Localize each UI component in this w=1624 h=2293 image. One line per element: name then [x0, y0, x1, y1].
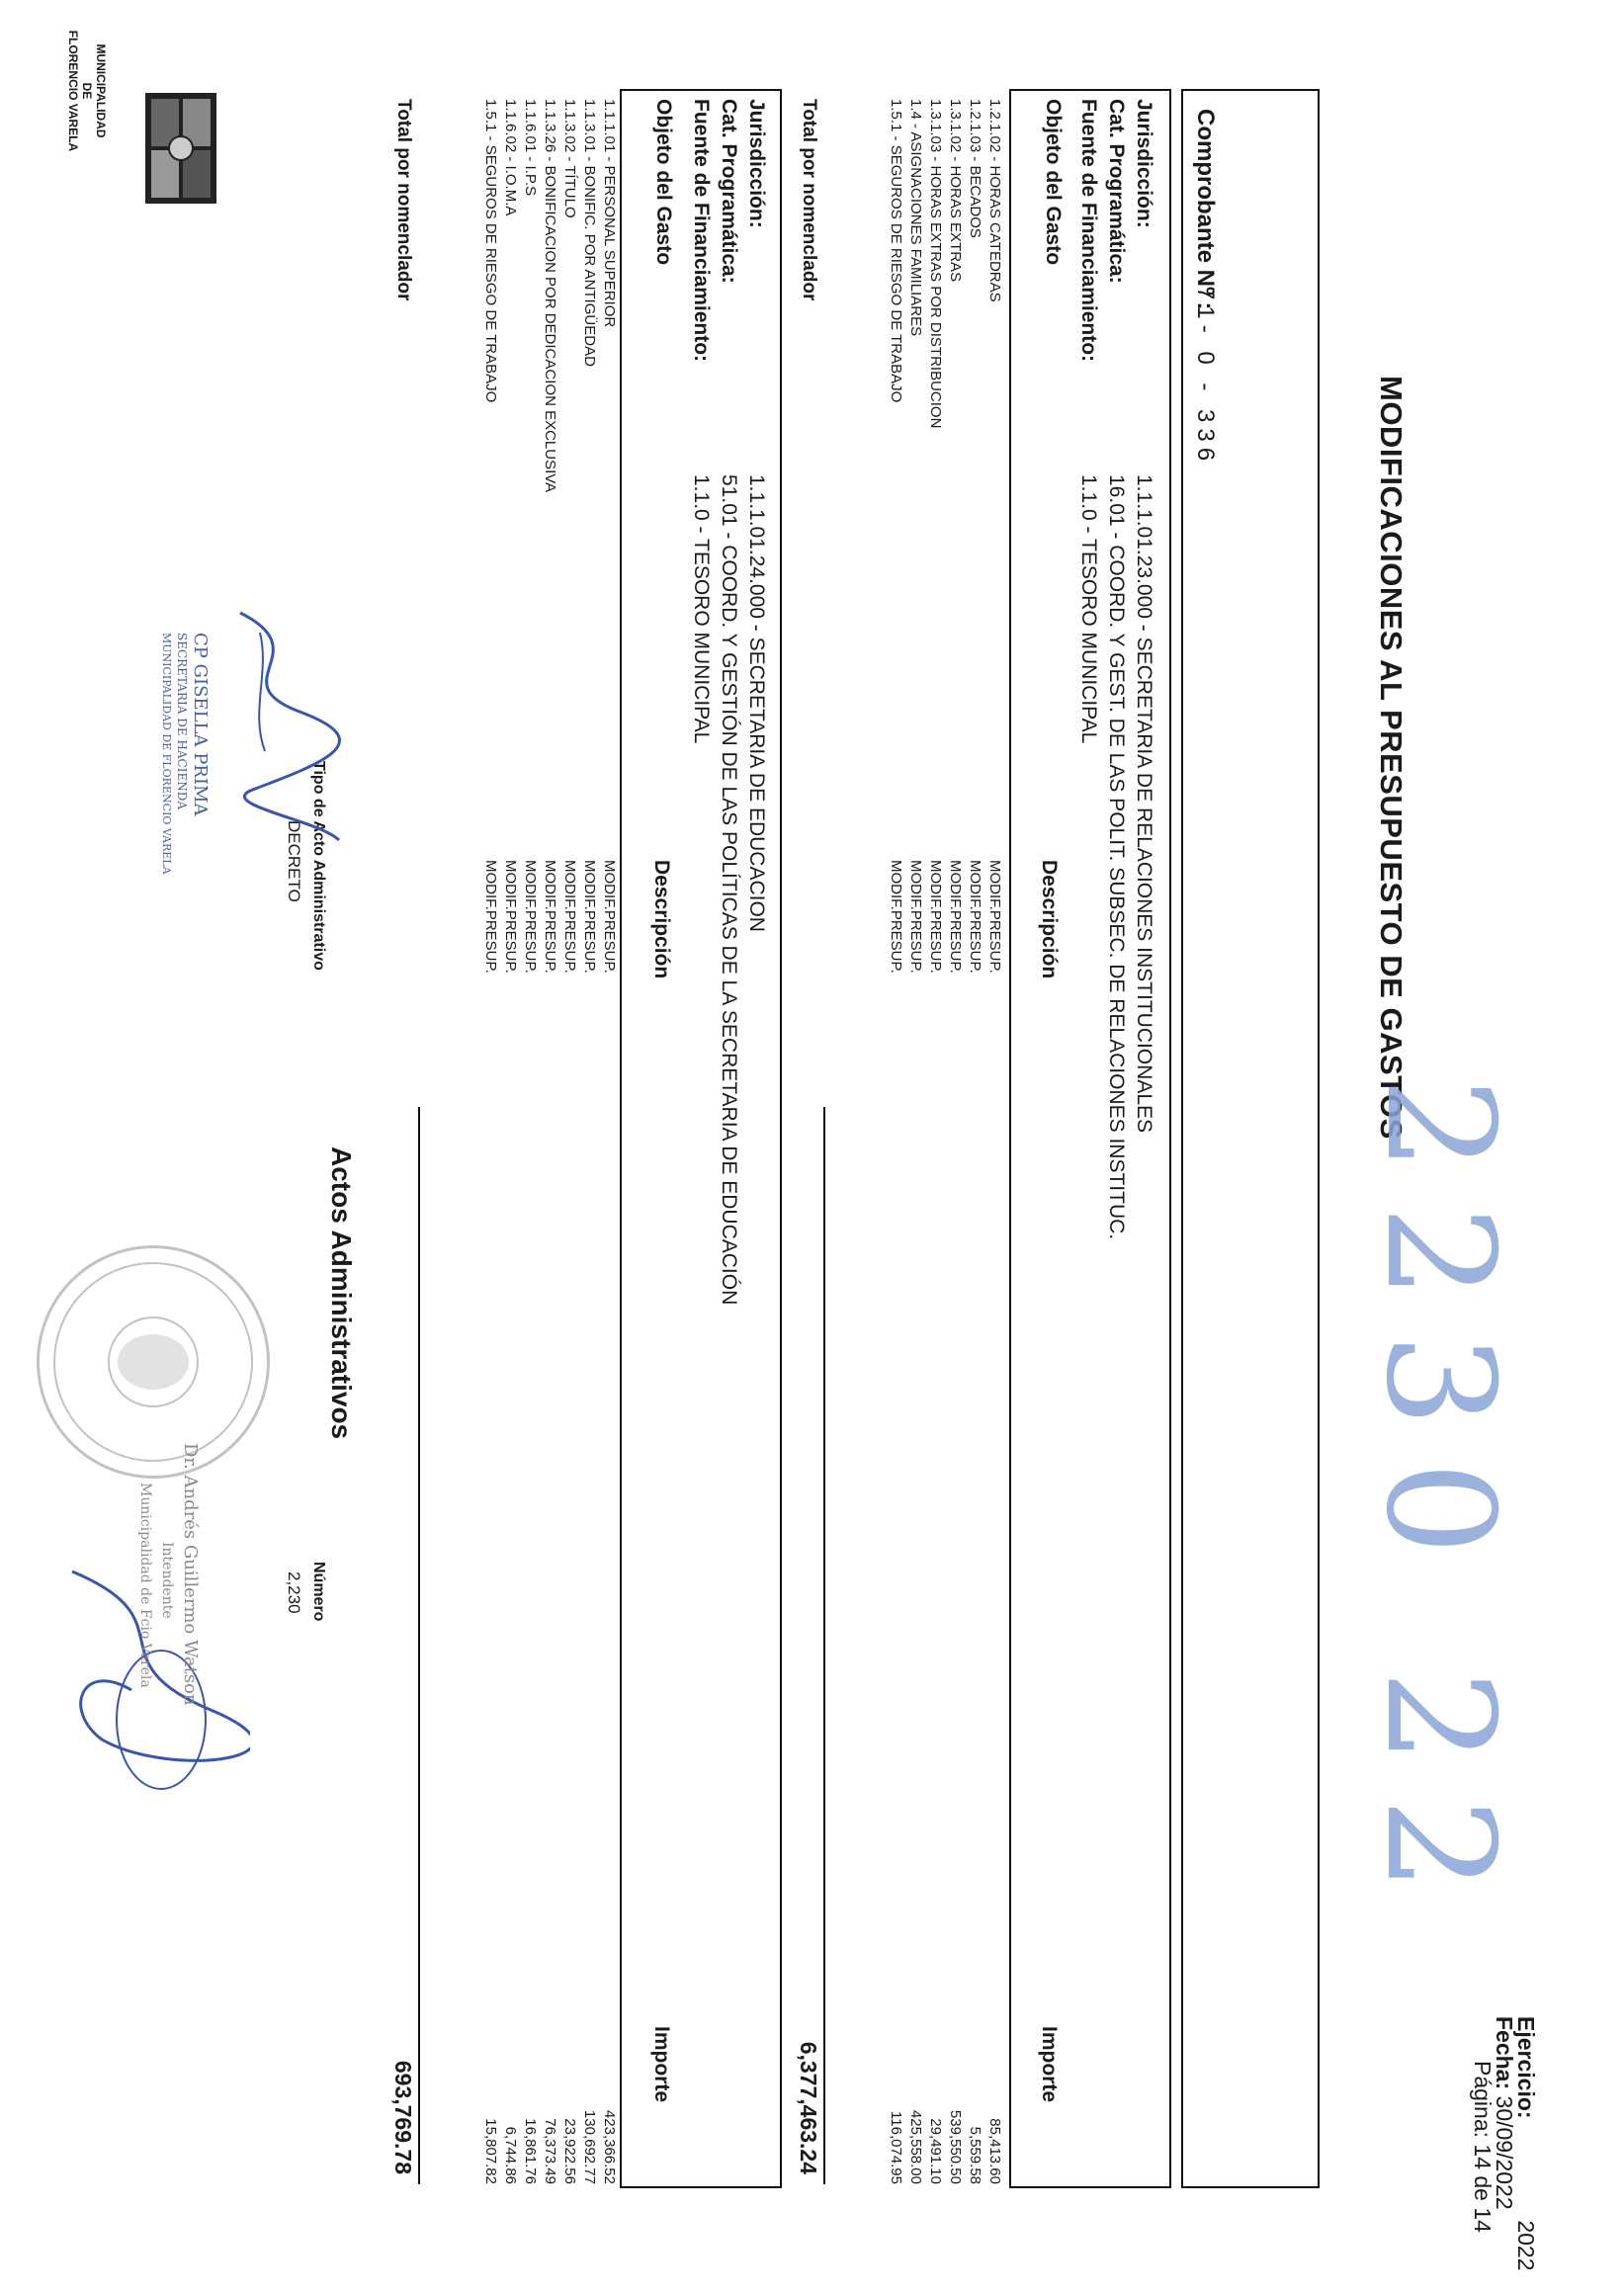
pagina-label: Página: 14 de 14 [1470, 2061, 1496, 2233]
total-label: Total por nomenclador [393, 99, 414, 301]
jurisdiccion-value: 1.1.1.01.23.000 - SECRETARIA DE RELACIONES INSTITUCIONALES [1133, 474, 1155, 1134]
tipo-acto-label: Tipo de Acto Administrativo [310, 761, 327, 971]
total-value: 6,377,463.24 [796, 2041, 821, 2174]
document-title: MODIFICACIONES AL PRESUPUESTO DE GASTOS [1374, 376, 1409, 1140]
fuente-value: 1.1.0 - TESORO MUNICIPAL [1077, 474, 1100, 744]
jurisdiccion-label: Jurisdicción: [1133, 99, 1155, 228]
signature-right-role: Intendente [159, 1542, 175, 1619]
municipal-logo [33, 89, 220, 227]
total-divider [418, 1107, 420, 2184]
cat-programatica-label: Cat. Programática: [1105, 99, 1128, 284]
municipal-seal-icon [37, 1245, 270, 1479]
descripcion-header: Descripción [1038, 860, 1061, 979]
cat-programatica-value: 16.01 - COORD. Y GEST. DE LAS POLIT. SUBSEC. DE RELACIONES INSTITUC. [1105, 474, 1128, 1240]
fuente-label: Fuente de Financiamiento: [1077, 99, 1100, 363]
comprobante-value: 71- 0 - 336 [1192, 287, 1219, 467]
importe-header: Importe [650, 2026, 673, 2103]
cat-programatica-value: 51.01 - COORD. Y GESTIÓN DE LAS POLÍTICAS DE LA SECRETARIA DE EDUCACIÓN [718, 474, 740, 1306]
coat-of-arms-icon [141, 89, 220, 208]
signature-left-icon [220, 593, 359, 850]
signature-right-name: Dr. Andrés Guillermo Watson [180, 1443, 201, 1706]
total-value: 693,769.78 [390, 2060, 416, 2174]
signature-left-name: CP GISELLA PRIMA [190, 633, 211, 816]
total-label: Total por nomenclador [799, 99, 819, 301]
ejercicio-value: 2022 [1513, 2220, 1539, 2271]
fecha-value: 30/09/2022 [1492, 2095, 1517, 2210]
signature-right-org: Municipalidad de Fcio Varela [137, 1483, 153, 1688]
actos-title: Actos Administrativos [326, 1146, 357, 1440]
comprobante-label: Comprobante Nº : [1192, 109, 1219, 310]
municipal-logo-label: MUNICIPALIDAD DE FLORENCIO VARELA [66, 30, 108, 152]
numero-label: Número [310, 1562, 327, 1622]
numero-value: 2,230 [285, 1571, 303, 1614]
importe-header: Importe [1038, 2026, 1061, 2103]
jurisdiccion-value: 1.1.1.01.24.000 - SECRETARIA DE EDUCACION [745, 474, 768, 932]
fecha-label: Fecha: [1492, 2016, 1517, 2090]
section-1-header-box [1009, 89, 1171, 2188]
section-2-header-box [620, 89, 782, 2188]
fuente-value: 1.1.0 - TESORO MUNICIPAL [690, 474, 713, 744]
signature-left-role: SECRETARIA DE HACIENDA [175, 633, 189, 810]
stamped-number: 2230 22 [1353, 1077, 1525, 1926]
objeto-header: Objeto del Gasto [1042, 99, 1065, 266]
ejercicio-label: Ejercicio: [1513, 2016, 1539, 2119]
objeto-header: Objeto del Gasto [652, 99, 675, 266]
jurisdiccion-label: Jurisdicción: [745, 99, 768, 228]
header-info [1472, 2016, 1537, 2273]
tipo-acto-value: DECRETO [285, 820, 303, 902]
document-page: MUNICIPALIDAD DE FLORENCIO VARELA MODIFICACIONES AL PRESUPUESTO DE GASTOS 2230 22 Ejercicio: 2022 Fecha: 30/09/2022 Página: 14 de 14 Comprobante Nº : 71- 0 - 336 Jurisdicción: 1.1.1.01.23.000 - SECRETARIA DE RELACIONES INSTITUCIONALES Cat. Programática: 16.01 - COORD. Y GEST. DE LAS POLIT. SUBSEC. DE RELACIONES INSTITUC. Fuente de Financiamiento: 1.1.0 - TESORO MUNICIPAL Objeto del Gasto Descripción Importe 1.2.1.02 - HORAS CATEDRAS MODIF.PRESUP. 85,413.60 1.2.1.03 - BECADOS MODIF.PRESUP. 5,559.58 1.3.1.02 - HORAS EXTRAS MODIF.PRESUP. 539,550.50 1.3.1.03 - HORAS EXTRAS POR DISTRIBUCION MODIF.PRESUP. 29,491.10 1.4 - ASIGNACIONES FAMILIARES MODIF.PRESUP. 425,558.00 1.5.1 - SEGUROS DE RIESGO DE TRABAJO MODIF.PRESUP. 116,074.95 Total por nomenclador 6,377,463.24 Jurisdicción: 1.1.1.01.24.000 - SECRETARIA DE EDUCACION Cat. Programática: 51.01 - COORD. Y GESTIÓN DE LAS POLÍTICAS DE LA SECRETARIA DE EDUCACIÓN Fuente de Financiamiento: 1.1.0 - TESORO MUNICIPAL Objeto del Gasto Descripción Importe 1.1.1.01 - PERSONAL SUPERIOR MODIF.PRESUP. 423,366.52 1.1.3.01 - BONIFIC. POR ANTIGÜEDAD MODIF.PRESUP. 130,692.77 1.1.3.02 - TÍTULO MODIF.PRESUP. 23,922.56 1.1.3.26 - BONIFICACION POR DEDICACION EXCLUSIVA MODIF.PRESUP. 76,373.49 1.1.6.01 - I.P.S MODIF.PRESUP. 16,861.76 1.1.6.02 - I.O.M.A MODIF.PRESUP. 6,744.86 1.5.1 - SEGUROS DE RIESGO DE TRABAJO MODIF.PRESUP. 15,807.82 Total por nomenclador 693,769.78 Actos Administrativos Tipo de Acto Administrativo Número DECRETO 2,230 CP GISELLA PRIMA SECRETARIA DE HACIENDA MUNICIPALIDAD DE FLORENCIO VARELA Dr. Andrés Guillermo Watson Intendente Municipalidad de Fcio Varela [0, 0, 1624, 2293]
cat-programatica-label: Cat. Programática: [718, 99, 740, 284]
fuente-label: Fuente de Financiamiento: [690, 99, 713, 363]
total-divider [823, 1107, 825, 2184]
signature-left-org: MUNICIPALIDAD DE FLORENCIO VARELA [160, 633, 173, 875]
descripcion-header: Descripción [650, 860, 673, 979]
